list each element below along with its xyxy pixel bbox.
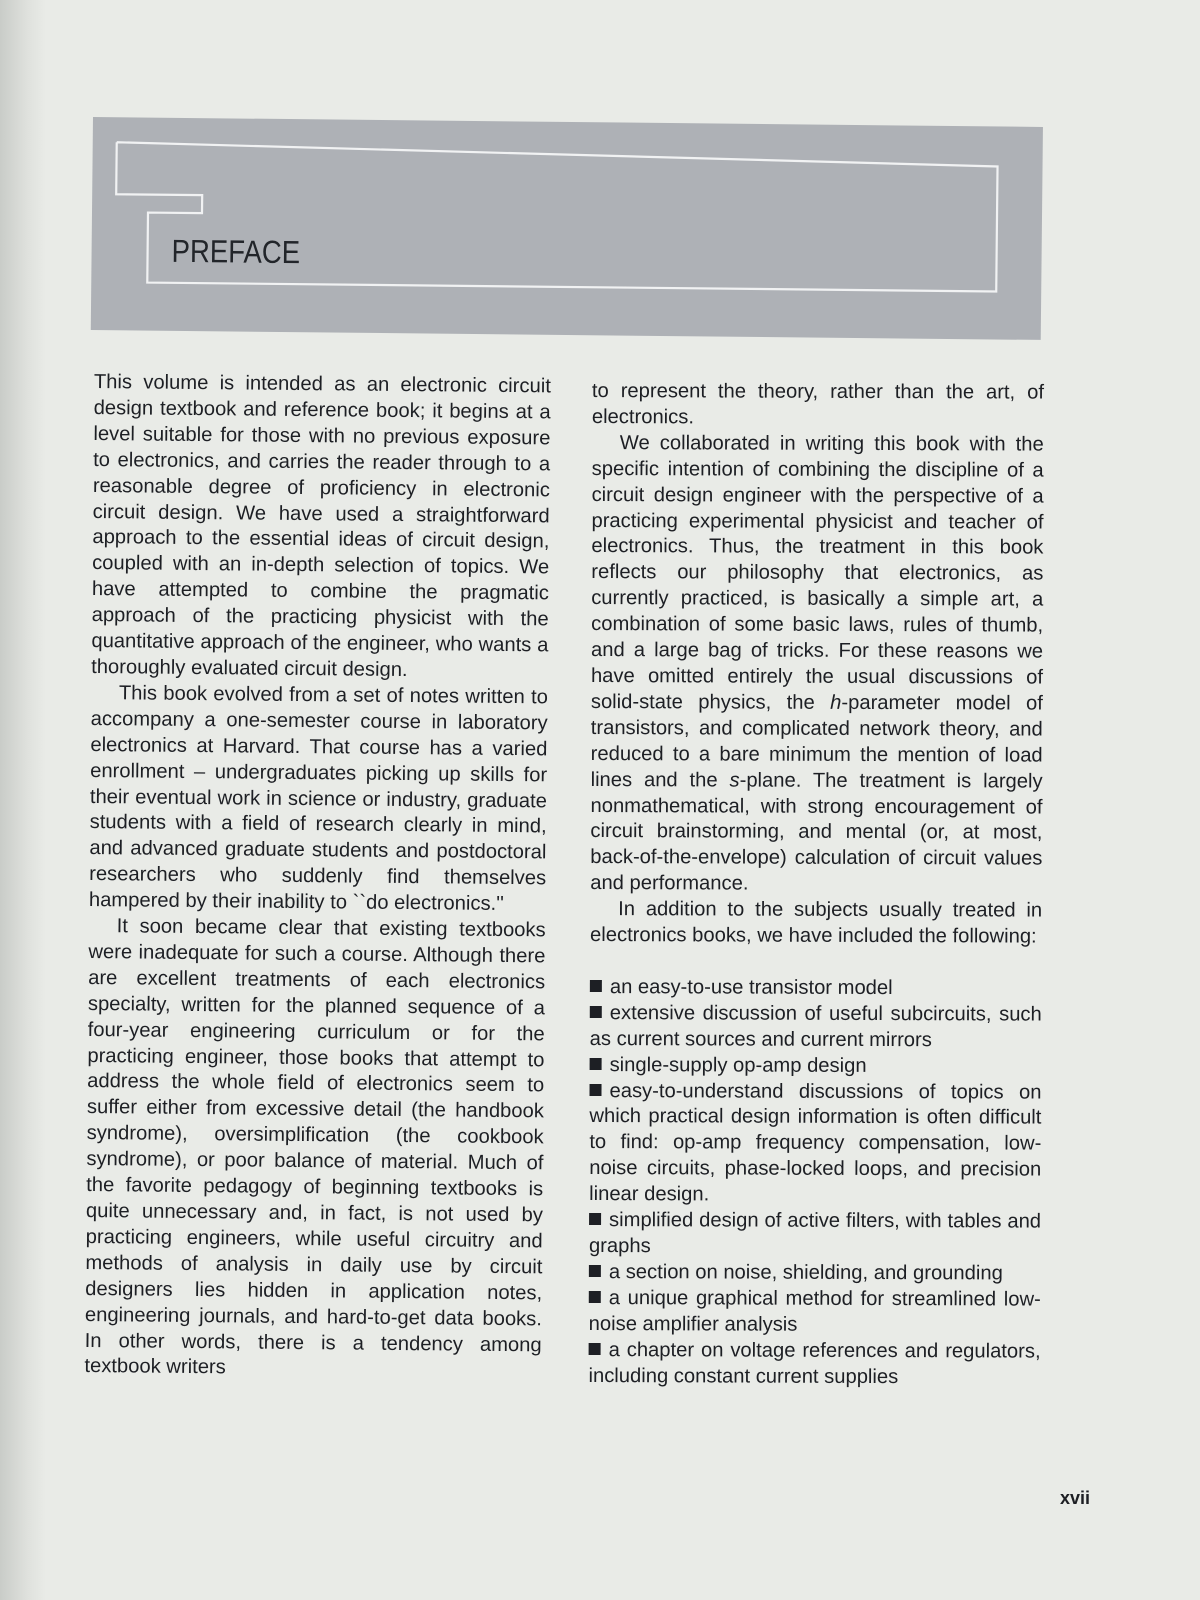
list-item-text: a chapter on voltage references and regulators, including constant current supplies [588,1338,1041,1388]
list-item [590,975,1042,1002]
paragraph-continuation: to represent the theory, rather than the art, of electronics. [591,380,1044,429]
list-item-text: extensive discussion of useful subcircuits, such as current sources and current mirrors [589,1001,1042,1051]
page-gutter-shadow [0,0,46,1600]
paragraph [590,431,1044,899]
left-text-column [84,370,551,1385]
right-text-column [588,379,1044,1391]
preface-header-band [91,117,1043,340]
list-item [589,1286,1041,1339]
list-item [589,1079,1041,1210]
header-frame-outline [91,117,1043,340]
page-title: PREFACE [171,232,301,271]
square-bullet-icon [590,980,602,992]
list-item [590,1001,1042,1054]
paragraph: In addition to the subjects usually treated in electronics books, we have included the following: [590,898,1043,948]
square-bullet-icon [589,1343,601,1355]
list-item [588,1338,1040,1391]
text-run: We collaborated in writing this book with the specific intention of combining the discipline of a circuit design engineer with the perspective of a practicing experimental physicist and teacher of electronics. Thus, the treatment in this book reflects our philosophy that electronics, as currently practiced, is basically a simple art, a combination of some basic laws, rules of thumb, and a large bag of tricks. For these reasons we have omitted entirely the usual discussions of solid-state physics, the [590,431,1044,714]
square-bullet-icon [589,1265,601,1277]
list-item-text: a unique graphical method for streamlined low-noise amplifier analysis [588,1286,1041,1336]
paragraph: It soon became clear that existing textbooks were inadequate for such a course. Although there are excellent treatments of each electronics specialty, written for the planned sequence of a four-year engineering curriculum or for the practicing engineer, those books that attempt to address the whole field of electronics seem to suffer either from excessive detail (the handbook syndrome), oversimplification (the cookbook syndrome), or poor balance of material. Much of the favorite pedagogy of beginning textbooks is quite unnecessary and, in fact, is not used by practicing engineers, while useful circuitry and methods of analysis in daily use by circuit designers lies hidden in application notes, engineering journals, and hard-to-get data books. In other words, there is a tendency among textbook writers [84,915,546,1379]
feature-list [588,975,1041,1391]
square-bullet-icon [590,1058,602,1070]
list-item-text: simplified design of active filters, with tables and graphs [588,1209,1042,1258]
list-item [590,1053,1042,1080]
paragraph: This volume is intended as an electronic circuit design textbook and reference book; it begins at a level suitable for those with no previous exposure to electronics, and carries the reader through to a reasonable degree of proficiency in electronic circuit design. We have used a straightforward approach to the essential ideas of circuit design, coupled with an in-depth selection of topics. We have attempted to combine the pragmatic approach of the practicing physicist with the quantitative approach of the engineer, who wants a thoroughly evaluated circuit design. [91,370,551,681]
page-number: xvii [1060,1488,1091,1508]
square-bullet-icon [589,1213,601,1225]
text-run: -plane. The treatment is largely nonmathematical, with strong encouragement of circuit brainstorming, and mental (or, at most, back-of-the-envelope) calculation of circuit values and performance. [590,769,1043,895]
italic-h: h [830,691,842,714]
list-item [589,1260,1041,1287]
list-item-text: a section on noise, shielding, and grounding [608,1260,1003,1285]
list-item-text: single-supply op-amp design [609,1053,867,1077]
list-item-text: an easy-to-use transistor model [609,976,893,999]
square-bullet-icon [590,1006,602,1018]
paragraph: This book evolved from a set of notes written to accompany a one-semester course in laboratory electronics at Harvard. That course has a varied enrollment – undergraduates picking up skills for their eventual work in science or industry, graduate students with a field of research clearly in mind, and advanced graduate students and postdoctoral researchers who suddenly find themselves hampered by their inability to ``do electronics.'' [88,682,548,916]
italic-s: s [729,769,740,792]
square-bullet-icon [589,1291,601,1303]
list-item-text: easy-to-understand discussions of topics on which practical design information is often difficult to find: op-amp frequency compensation, low-noise circuits, phase-locked loops, and precision linear design. [589,1079,1042,1206]
list-item [589,1208,1041,1261]
square-bullet-icon [589,1084,601,1096]
text-run: -parameter model of transistors, and complicated network theory, and reduced to a bare minimum the mention of load lines and the [590,691,1043,792]
